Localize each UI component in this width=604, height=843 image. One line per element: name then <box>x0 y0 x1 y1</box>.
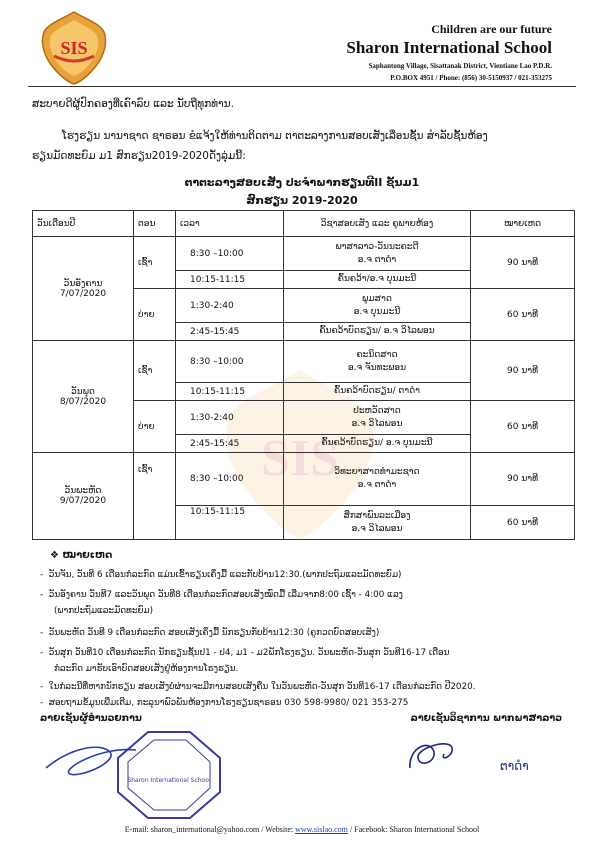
footer-email: E-mail: sharon_international@yahoo.com / Website: <box>124 825 296 834</box>
date-cell: ວັນພະຫັດ 9/07/2020 <box>33 453 134 540</box>
time-cell: 8:30 –10:00 <box>176 453 284 506</box>
time-cell: 10:15-11:15 <box>176 383 284 401</box>
date-cell: ວັນພຸດ 8/07/2020 <box>33 341 134 453</box>
school-contact: P.O.BOX 4951 / Phone: (856) 30-5150937 / 021-353275 <box>390 74 552 82</box>
school-address: Saphantong Village, Sisattanak District, Vientiane Lao P.D.R. <box>368 62 552 70</box>
time-cell: 2:45-15:45 <box>176 435 284 453</box>
subject-cell: ພູມສາດ ອ.ຈ ບຸນມະນີ <box>284 289 471 323</box>
note-item: - ໃນກໍລະນີທີ່ຫາກນັກຮຽນ ສອບເສັງບໍ່ຜ່ານຈະມີການສອບເສັງຄືນ ໃນວັນພະຫັດ-ວັນສຸກ ວັນທີ16-17 ເດືອນກໍລະກົດ ປີ2020. <box>40 682 476 692</box>
date-cell: ວັນອັງຄານ 7/07/2020 <box>33 237 134 341</box>
period-cell: ບ່າຍ <box>134 401 176 453</box>
header-divider <box>28 86 576 87</box>
subject-cell: ຄະນິດສາດ ອ.ຈ ຈັນທະພອນ <box>284 341 471 383</box>
website-link[interactable]: www.sislao.com <box>295 825 348 834</box>
header-note: ໝາຍເຫດ <box>471 211 575 237</box>
subject-cell: ປະຫວັດສາດ ອ.ຈ ວິໄລພອນ <box>284 401 471 435</box>
header-subject: ວິຊາສອບເສັງ ແລະ ຄູພາຍຫ້ອງ <box>284 211 471 237</box>
note-cell: 90 ນາທີ <box>471 237 575 289</box>
letter-line-1: ໂຮງຮຽນ ນານາຊາດ ຊາຣອນ ຂໍແຈ້ງໃຫ້ທ່ານຕິດຕາມ ຕາຕະລາງການສອບເສັງເລື່ອນຊັ້ນ ສຳລັບຊັ້ນຫ້ອງ <box>62 130 488 142</box>
time-cell: 1:30-2:40 <box>176 401 284 435</box>
time-cell: 2:45-15:45 <box>176 323 284 341</box>
subject-cell: ຄົ້ນຄວ້າບົດຮຽນ/ ອ.ຈ ບຸນມະນີ <box>284 435 471 453</box>
academic-signature-label: ລາຍເຊັນວິຊາການ ພາກພາສາລາວ <box>410 713 562 724</box>
note-cell: 60 ນາທີ <box>471 506 575 540</box>
exam-schedule-table <box>32 210 575 540</box>
subject-cell: ສຶກສາພົນລະເມືອງ ອ.ຈ ວິໄລພອນ <box>284 506 471 540</box>
time-cell: 8:30 –10:00 <box>176 341 284 383</box>
time-cell: 8:30 –10:00 <box>176 237 284 271</box>
signature-name: ຕາດຳ <box>500 759 529 773</box>
subject-cell: ວິທະຍາສາດທຳມະຊາດ ອ.ຈ ຕາດຳ <box>284 453 471 506</box>
note-item: - ວັນສຸກ ວັນທີ10 ເດືອນກໍລະກົດ ນັກຮຽນຊັ້ນປ1 - ປ4, ມ1 - ມ2ພັກໂຮງຮຽນ. ວັນພະຫັດ-ວັນສຸກ ວັນທີ16-17 ເດືອນ <box>40 648 450 658</box>
header-time: ເວລາ <box>176 211 284 237</box>
schedule-year: ສົກຮຽນ 2019-2020 <box>246 194 358 207</box>
school-logo <box>38 10 110 86</box>
subject-cell: ຄົ້ນຄວ້າ/ອ.ຈ ບຸນມະນີ <box>284 271 471 289</box>
header-date: ວັນເດືອນປີ <box>33 211 134 237</box>
academic-signature <box>400 728 550 790</box>
logo-text: SIS <box>60 38 88 58</box>
page-footer <box>0 825 604 834</box>
footer-facebook: / Facebook: Sharon International School <box>347 825 480 834</box>
period-cell: ເຊົ້າ <box>134 341 176 401</box>
note-item: (ພາກປະຖົມແລະມັດທະຍົມ) <box>54 606 154 616</box>
note-item: - ວັນຈັນ, ວັນທີ 6 ເດືອນກໍລະກົດ ແມ່ນເຂົ້າຮຽນເຄິ່ງມື້ ແລະກັບບ້ານ12:30.(ພາກປະຖົມແລະມັດທະຍົມ) <box>40 570 402 580</box>
note-cell: 90 ນາທີ <box>471 453 575 506</box>
svg-text:SIS: SIS <box>260 430 340 487</box>
table-row <box>33 341 575 383</box>
subject-cell: ຄົ້ນຄວ້າບົດຮຽນ/ ຕາດຳ <box>284 383 471 401</box>
time-cell: 10:15-11:15 <box>176 506 284 540</box>
note-cell: 60 ນາທີ <box>471 289 575 341</box>
subject-cell: ພາສາລາວ-ວັນນະຄະດີ ອ.ຈ ຕາດຳ <box>284 237 471 271</box>
school-name: Sharon International School <box>346 38 552 57</box>
school-tagline: Children are our future <box>431 22 552 36</box>
director-signature-label: ລາຍເຊັນຜູ້ອຳນວຍການ <box>40 713 142 724</box>
note-item: - ສອບຖາມຂໍ້ມູນເພີ່ມເຕີມ, ກະລຸນາພົວພັນຫ້ອງການໂຮງຮຽນຊາຣອນ 030 598-9980/ 021 353-275 <box>40 698 409 708</box>
director-signature-stamp <box>40 728 230 820</box>
table-header-row <box>33 211 575 237</box>
note-cell: 90 ນາທີ <box>471 341 575 401</box>
subject-cell: ຄົ້ນຄວ້າບົດຮຽນ/ ອ.ຈ ວິໄລພອນ <box>284 323 471 341</box>
time-cell: 1:30-2:40 <box>176 289 284 323</box>
table-row <box>33 453 575 506</box>
letter-line-2: ຮຽນມັດທະຍົມ ມ1 ສົກຮຽນ2019-2020ດັ່ງລຸ່ມນີ້: <box>32 150 246 162</box>
notes-heading: ❖ ໝາຍເຫດ <box>50 550 113 561</box>
period-cell: ບ່າຍ <box>134 289 176 341</box>
svg-text:Sharon International School: Sharon International School <box>127 777 211 784</box>
period-cell: ເຊົ້າ <box>134 237 176 289</box>
letter-greeting: ສະບາຍດີຜູ້ປົກຄອງທີ່ເຄົາລົບ ແລະ ນັບຖືທຸກທ່ານ. <box>32 98 234 110</box>
table-row <box>33 237 575 271</box>
period-cell: ເຊົ້າ <box>134 453 176 540</box>
note-item: ກໍລະກົດ ມາຮັບເອົາບົດສອບເສັງຢູ່ຫ້ອງການໂຮງຮຽນ. <box>54 664 239 674</box>
note-item: - ວັນພະຫັດ ວັນທີ 9 ເດືອນກໍລະກົດ ສອບເສັງເຄິ່ງມື້ ນັກຮຽນກັບບ້ານ12:30 (ຄູກວດບົດສອບເສັງ) <box>40 628 380 638</box>
note-cell: 60 ນາທີ <box>471 401 575 453</box>
note-item: - ວັນອັງຄານ ວັນທີ7 ແລະວັນພຸດ ວັນທີ8 ເດືອນກໍລະກົດສອບເສັງໝົດມື້ ເລີ່ມຈາກ8:00 ເຊົ້າ - 4:00 ແລງ <box>40 590 403 600</box>
header-period: ຕອນ <box>134 211 176 237</box>
time-cell: 10:15-11:15 <box>176 271 284 289</box>
schedule-title: ຕາຕະລາງສອບເສັງ ປະຈຳພາກຮຽນທີII ຊັ້ນມ1 <box>184 176 420 189</box>
